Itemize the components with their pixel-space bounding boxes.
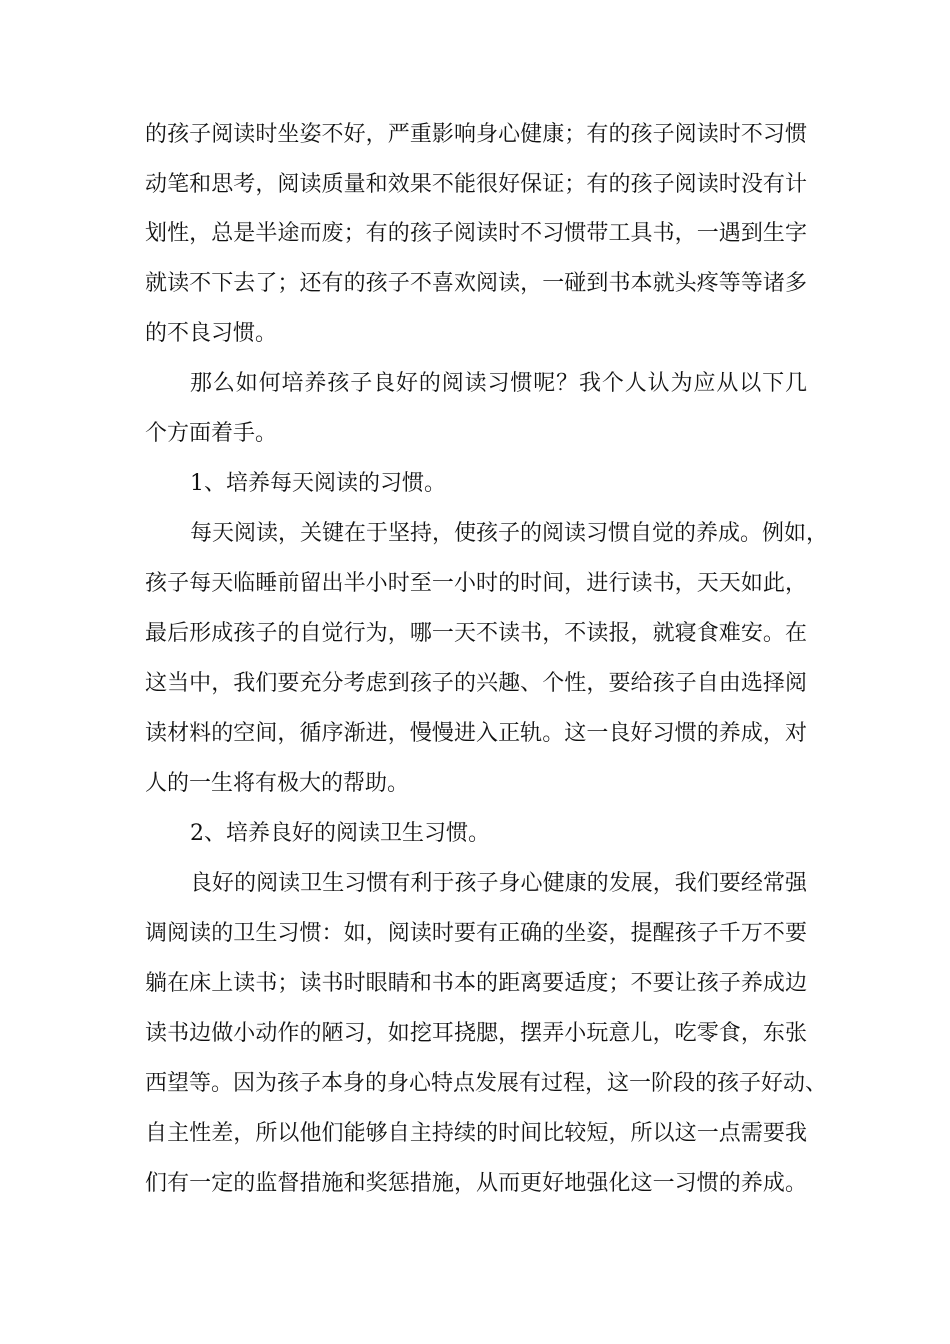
text-line: 人的一生将有极大的帮助。	[145, 771, 410, 796]
text-line: 这当中，我们要充分考虑到孩子的兴趣、个性，要给孩子自由选择阅	[145, 671, 807, 696]
text-line: 的孩子阅读时坐姿不好，严重影响身心健康；有的孩子阅读时不习惯	[145, 122, 807, 147]
text-line: 躺在床上读书；读书时眼睛和书本的距离要适度；不要让孩子养成边	[145, 971, 807, 996]
section-heading: 1、培养每天阅读的习惯。	[190, 471, 446, 496]
text-line: 读材料的空间，循序渐进，慢慢进入正轨。这一良好习惯的养成，对	[145, 721, 807, 746]
text-line: 自主性差，所以他们能够自主持续的时间比较短，所以这一点需要我	[145, 1121, 807, 1146]
section-heading: 2、培养良好的阅读卫生习惯。	[190, 821, 490, 846]
text-line: 每天阅读，关键在于坚持，使孩子的阅读习惯自觉的养成。例如，	[190, 521, 829, 546]
text-line: 动笔和思考，阅读质量和效果不能很好保证；有的孩子阅读时没有计	[145, 172, 807, 197]
text-line: 读书边做小动作的陋习，如挖耳挠腮，摆弄小玩意儿，吃零食，东张	[145, 1021, 807, 1046]
text-line: 们有一定的监督措施和奖惩措施，从而更好地强化这一习惯的养成。	[145, 1171, 807, 1196]
text-line: 个方面着手。	[145, 421, 278, 446]
text-line: 孩子每天临睡前留出半小时至一小时的时间，进行读书，天天如此，	[145, 571, 807, 596]
text-line: 划性，总是半途而废；有的孩子阅读时不习惯带工具书，一遇到生字	[145, 221, 807, 246]
text-line: 良好的阅读卫生习惯有利于孩子身心健康的发展，我们要经常强	[190, 871, 807, 896]
text-line: 最后形成孩子的自觉行为，哪一天不读书，不读报，就寝食难安。在	[145, 621, 807, 646]
text-line: 的不良习惯。	[145, 321, 278, 346]
text-line: 西望等。因为孩子本身的身心特点发展有过程，这一阶段的孩子好动、	[145, 1071, 828, 1096]
text-line: 那么如何培养孩子良好的阅读习惯呢？我个人认为应从以下几	[190, 371, 807, 396]
text-line: 调阅读的卫生习惯：如，阅读时要有正确的坐姿，提醒孩子千万不要	[145, 921, 807, 946]
text-line: 就读不下去了；还有的孩子不喜欢阅读，一碰到书本就头疼等等诸多	[145, 271, 807, 296]
